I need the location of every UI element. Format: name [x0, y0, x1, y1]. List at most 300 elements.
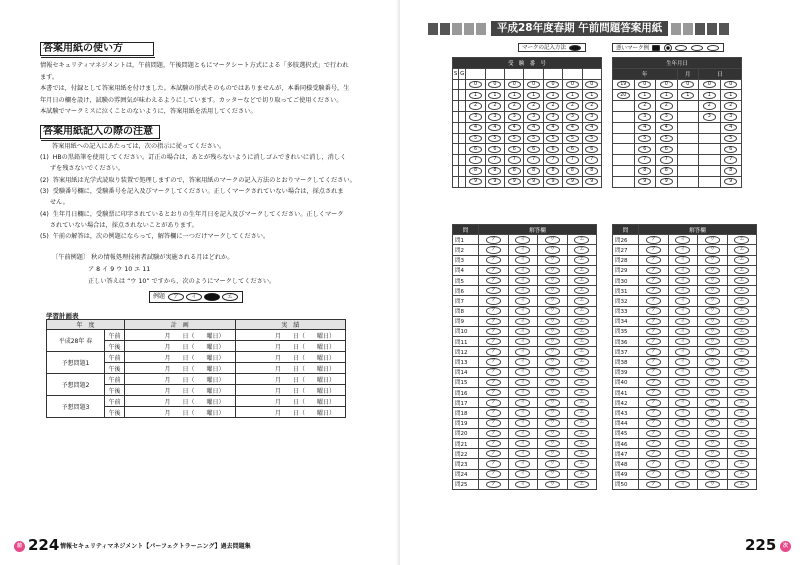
choice-bubble[interactable]: ウ	[545, 338, 560, 346]
choice-bubble[interactable]: ウ	[705, 348, 720, 356]
digit-bubble[interactable]: 3	[703, 113, 716, 121]
choice-bubble[interactable]: エ	[734, 481, 749, 489]
exam-input-cell[interactable]	[563, 68, 582, 79]
choice-bubble[interactable]: ア	[486, 481, 501, 489]
digit-bubble[interactable]: 3	[660, 113, 673, 121]
choice-bubble[interactable]: エ	[734, 287, 749, 295]
choice-bubble[interactable]: ア	[646, 267, 661, 275]
digit-bubble[interactable]: 4	[469, 124, 482, 132]
choice-bubble[interactable]: エ	[734, 460, 749, 468]
choice-bubble[interactable]: イ	[515, 460, 530, 468]
choice-bubble[interactable]: ウ	[705, 460, 720, 468]
choice-bubble[interactable]: イ	[515, 246, 530, 254]
choice-bubble[interactable]: エ	[574, 389, 589, 397]
choice-bubble[interactable]: イ	[515, 409, 530, 417]
choice-bubble[interactable]: ウ	[705, 419, 720, 427]
exam-input-cell[interactable]	[466, 68, 485, 79]
choice-bubble[interactable]: ア	[486, 379, 501, 387]
digit-bubble[interactable]: 7	[546, 156, 559, 164]
choice-bubble[interactable]: ウ	[705, 307, 720, 315]
digit-bubble[interactable]: 7	[638, 156, 651, 164]
choice-bubble[interactable]: イ	[675, 267, 690, 275]
plan-date-cell[interactable]: 月 日（ 曜日）	[125, 396, 236, 407]
digit-bubble[interactable]: 1	[585, 92, 598, 100]
choice-bubble[interactable]: イ	[675, 470, 690, 478]
digit-bubble[interactable]: 0	[469, 81, 482, 89]
digit-bubble[interactable]: 9	[469, 178, 482, 186]
choice-bubble[interactable]: イ	[675, 318, 690, 326]
choice-bubble[interactable]: ア	[486, 348, 501, 356]
choice-bubble[interactable]: ア	[486, 460, 501, 468]
choice-bubble[interactable]: エ	[734, 318, 749, 326]
digit-bubble[interactable]: 1	[724, 92, 737, 100]
choice-bubble[interactable]: イ	[675, 409, 690, 417]
choice-bubble[interactable]: エ	[734, 348, 749, 356]
choice-bubble[interactable]: エ	[574, 297, 589, 305]
choice-bubble[interactable]: ア	[486, 267, 501, 275]
choice-bubble[interactable]: ウ	[545, 419, 560, 427]
choice-bubble[interactable]: エ	[734, 338, 749, 346]
exam-input-cell[interactable]	[505, 68, 524, 79]
choice-bubble[interactable]: ア	[486, 318, 501, 326]
choice-bubble[interactable]: ア	[646, 368, 661, 376]
choice-bubble[interactable]: ア	[646, 358, 661, 366]
choice-bubble[interactable]: イ	[515, 236, 530, 244]
plan-date-cell[interactable]: 月 日（ 曜日）	[125, 407, 236, 418]
digit-bubble[interactable]: 7	[660, 156, 673, 164]
choice-bubble[interactable]: ア	[646, 256, 661, 264]
choice-bubble[interactable]: イ	[675, 399, 690, 407]
choice-bubble[interactable]: ア	[486, 470, 501, 478]
choice-bubble[interactable]: ウ	[545, 409, 560, 417]
choice-bubble[interactable]: イ	[515, 440, 530, 448]
digit-bubble[interactable]: 1	[566, 92, 579, 100]
result-date-cell[interactable]: 月 日（ 曜日）	[235, 363, 346, 374]
choice-bubble[interactable]: ウ	[705, 358, 720, 366]
digit-bubble[interactable]: 0	[585, 81, 598, 89]
choice-bubble[interactable]: エ	[574, 287, 589, 295]
digit-bubble[interactable]: 3	[488, 113, 501, 121]
choice-bubble[interactable]: ウ	[705, 297, 720, 305]
choice-bubble[interactable]: エ	[734, 256, 749, 264]
choice-bubble[interactable]: ア	[646, 419, 661, 427]
digit-bubble[interactable]: 5	[527, 135, 540, 143]
result-date-cell[interactable]: 月 日（ 曜日）	[235, 396, 346, 407]
plan-date-cell[interactable]: 月 日（ 曜日）	[125, 363, 236, 374]
choice-bubble[interactable]: ア	[486, 328, 501, 336]
choice-bubble[interactable]: ウ	[545, 287, 560, 295]
choice-bubble[interactable]: エ	[574, 399, 589, 407]
digit-bubble[interactable]: 1	[681, 92, 694, 100]
choice-bubble[interactable]: エ	[734, 430, 749, 438]
exam-input-cell[interactable]	[582, 68, 601, 79]
digit-bubble[interactable]: 5	[566, 135, 579, 143]
choice-bubble[interactable]: イ	[515, 328, 530, 336]
choice-bubble[interactable]: ア	[646, 440, 661, 448]
choice-bubble[interactable]: ア	[486, 277, 501, 285]
choice-bubble[interactable]: イ	[515, 389, 530, 397]
digit-bubble[interactable]: 0	[724, 81, 737, 89]
choice-bubble[interactable]: ア	[486, 399, 501, 407]
choice-bubble[interactable]: ウ	[705, 246, 720, 254]
digit-bubble[interactable]: 8	[585, 167, 598, 175]
digit-bubble[interactable]: 1	[469, 92, 482, 100]
choice-bubble[interactable]: エ	[734, 419, 749, 427]
choice-bubble[interactable]: エ	[574, 307, 589, 315]
choice-bubble[interactable]: エ	[734, 277, 749, 285]
choice-bubble[interactable]: エ	[574, 277, 589, 285]
choice-bubble[interactable]: イ	[515, 307, 530, 315]
choice-bubble[interactable]: イ	[515, 470, 530, 478]
digit-bubble[interactable]: 3	[638, 113, 651, 121]
digit-bubble[interactable]: 0	[681, 81, 694, 89]
digit-bubble[interactable]: 8	[660, 167, 673, 175]
digit-bubble[interactable]: 0	[527, 81, 540, 89]
digit-bubble[interactable]: 1	[546, 92, 559, 100]
plan-date-cell[interactable]: 月 日（ 曜日）	[125, 330, 236, 341]
choice-bubble[interactable]: ア	[486, 287, 501, 295]
choice-bubble[interactable]: ア	[486, 368, 501, 376]
digit-bubble[interactable]: 6	[660, 146, 673, 154]
choice-bubble[interactable]: エ	[734, 368, 749, 376]
choice-bubble[interactable]: エ	[734, 358, 749, 366]
choice-bubble[interactable]: ウ	[545, 348, 560, 356]
result-date-cell[interactable]: 月 日（ 曜日）	[235, 341, 346, 352]
choice-bubble[interactable]: ウ	[705, 399, 720, 407]
digit-bubble[interactable]: 1	[703, 92, 716, 100]
digit-bubble[interactable]: 7	[585, 156, 598, 164]
choice-bubble[interactable]: イ	[515, 338, 530, 346]
digit-bubble[interactable]: 0	[508, 81, 521, 89]
digit-bubble[interactable]: 9	[546, 178, 559, 186]
choice-bubble[interactable]: イ	[675, 450, 690, 458]
digit-bubble[interactable]: 2	[660, 102, 673, 110]
choice-bubble[interactable]: ウ	[545, 267, 560, 275]
choice-bubble[interactable]: ア	[646, 307, 661, 315]
digit-bubble[interactable]: 2	[546, 102, 559, 110]
digit-bubble[interactable]: 6	[566, 146, 579, 154]
digit-bubble[interactable]: 9	[585, 178, 598, 186]
choice-bubble[interactable]: エ	[574, 328, 589, 336]
choice-bubble[interactable]: イ	[515, 287, 530, 295]
digit-bubble[interactable]: 6	[638, 146, 651, 154]
choice-bubble[interactable]: イ	[675, 460, 690, 468]
digit-bubble[interactable]: 0	[566, 81, 579, 89]
digit-bubble[interactable]: 7	[488, 156, 501, 164]
digit-bubble[interactable]: 9	[527, 178, 540, 186]
choice-bubble[interactable]: ウ	[705, 389, 720, 397]
choice-bubble[interactable]: ウ	[545, 440, 560, 448]
choice-bubble[interactable]: ウ	[545, 297, 560, 305]
digit-bubble[interactable]: 5	[469, 135, 482, 143]
plan-date-cell[interactable]: 月 日（ 曜日）	[125, 352, 236, 363]
choice-bubble[interactable]: ア	[486, 440, 501, 448]
digit-bubble[interactable]: 9	[638, 178, 651, 186]
choice-bubble[interactable]: ウ	[705, 379, 720, 387]
choice-bubble[interactable]: エ	[734, 399, 749, 407]
choice-bubble[interactable]: ア	[486, 256, 501, 264]
digit-bubble[interactable]: 1	[638, 92, 651, 100]
digit-bubble[interactable]: 4	[527, 124, 540, 132]
choice-bubble[interactable]: エ	[734, 267, 749, 275]
result-date-cell[interactable]: 月 日（ 曜日）	[235, 407, 346, 418]
digit-bubble[interactable]: 9	[660, 178, 673, 186]
choice-bubble[interactable]: イ	[675, 307, 690, 315]
choice-bubble[interactable]: イ	[675, 358, 690, 366]
digit-bubble[interactable]: 9	[488, 178, 501, 186]
choice-bubble[interactable]: イ	[675, 430, 690, 438]
choice-bubble[interactable]: ア	[646, 399, 661, 407]
choice-bubble[interactable]: イ	[515, 348, 530, 356]
digit-bubble[interactable]: 4	[724, 124, 737, 132]
digit-bubble[interactable]: 0	[546, 81, 559, 89]
choice-bubble[interactable]: イ	[515, 399, 530, 407]
digit-bubble[interactable]: 3	[527, 113, 540, 121]
choice-bubble[interactable]: ア	[486, 358, 501, 366]
choice-bubble[interactable]: エ	[734, 297, 749, 305]
choice-bubble[interactable]: ウ	[705, 318, 720, 326]
digit-bubble[interactable]: 3	[469, 113, 482, 121]
choice-bubble[interactable]: ア	[486, 430, 501, 438]
digit-bubble[interactable]: 5	[660, 135, 673, 143]
choice-bubble[interactable]: ア	[486, 236, 501, 244]
digit-bubble[interactable]: 2	[638, 102, 651, 110]
digit-bubble[interactable]: 5	[585, 135, 598, 143]
digit-bubble[interactable]: 5	[638, 135, 651, 143]
digit-bubble[interactable]: 1	[527, 92, 540, 100]
choice-bubble[interactable]: イ	[675, 440, 690, 448]
choice-bubble[interactable]: ウ	[545, 450, 560, 458]
choice-bubble[interactable]: ウ	[545, 318, 560, 326]
choice-bubble[interactable]: ウ	[545, 256, 560, 264]
choice-bubble[interactable]: ア	[486, 389, 501, 397]
digit-bubble[interactable]: 4	[566, 124, 579, 132]
digit-bubble[interactable]: 2	[566, 102, 579, 110]
choice-bubble[interactable]: ア	[646, 246, 661, 254]
choice-bubble[interactable]: エ	[734, 246, 749, 254]
choice-bubble[interactable]: エ	[574, 430, 589, 438]
choice-bubble[interactable]: イ	[675, 277, 690, 285]
digit-bubble[interactable]: 6	[585, 146, 598, 154]
choice-bubble[interactable]: エ	[574, 318, 589, 326]
choice-bubble[interactable]: イ	[515, 379, 530, 387]
digit-bubble[interactable]: 9	[566, 178, 579, 186]
digit-bubble[interactable]: 0	[660, 81, 673, 89]
choice-bubble[interactable]: イ	[675, 368, 690, 376]
choice-bubble[interactable]: ウ	[705, 338, 720, 346]
digit-bubble[interactable]: 1	[660, 92, 673, 100]
choice-bubble[interactable]: イ	[515, 256, 530, 264]
choice-bubble[interactable]: ウ	[705, 409, 720, 417]
digit-bubble[interactable]: 2	[585, 102, 598, 110]
choice-bubble[interactable]: ウ	[705, 430, 720, 438]
choice-bubble[interactable]: ア	[646, 287, 661, 295]
digit-bubble[interactable]: 5	[546, 135, 559, 143]
digit-bubble[interactable]: 8	[469, 167, 482, 175]
choice-bubble[interactable]: イ	[675, 297, 690, 305]
choice-bubble[interactable]: エ	[574, 440, 589, 448]
choice-bubble[interactable]: ウ	[545, 389, 560, 397]
digit-bubble[interactable]: 8	[546, 167, 559, 175]
choice-bubble[interactable]: ウ	[545, 379, 560, 387]
choice-bubble[interactable]: イ	[675, 379, 690, 387]
choice-bubble[interactable]: イ	[515, 481, 530, 489]
choice-bubble[interactable]: ウ	[705, 256, 720, 264]
choice-bubble[interactable]: ウ	[705, 236, 720, 244]
choice-bubble[interactable]: ア	[486, 246, 501, 254]
choice-bubble[interactable]: イ	[515, 368, 530, 376]
choice-bubble[interactable]: ア	[646, 236, 661, 244]
choice-bubble[interactable]: ウ	[545, 481, 560, 489]
choice-bubble[interactable]: ウ	[545, 470, 560, 478]
choice-bubble[interactable]: ウ	[545, 307, 560, 315]
choice-bubble[interactable]: ウ	[705, 287, 720, 295]
choice-bubble[interactable]: ウ	[545, 328, 560, 336]
digit-bubble[interactable]: 6	[508, 146, 521, 154]
choice-bubble[interactable]: ア	[646, 318, 661, 326]
choice-bubble[interactable]: ウ	[705, 328, 720, 336]
choice-bubble[interactable]: エ	[734, 389, 749, 397]
choice-bubble[interactable]: ア	[646, 297, 661, 305]
digit-bubble[interactable]: 8	[488, 167, 501, 175]
digit-bubble[interactable]: 3	[724, 113, 737, 121]
digit-bubble[interactable]: 4	[638, 124, 651, 132]
choice-bubble[interactable]: エ	[574, 267, 589, 275]
result-date-cell[interactable]: 月 日（ 曜日）	[235, 374, 346, 385]
choice-bubble[interactable]: エ	[574, 419, 589, 427]
digit-bubble[interactable]: 2	[469, 102, 482, 110]
digit-bubble[interactable]: 2	[488, 102, 501, 110]
choice-bubble[interactable]: ウ	[705, 450, 720, 458]
choice-bubble[interactable]: エ	[574, 450, 589, 458]
choice-bubble[interactable]: エ	[574, 348, 589, 356]
choice-bubble[interactable]: エ	[574, 236, 589, 244]
choice-bubble[interactable]: エ	[574, 338, 589, 346]
choice-bubble[interactable]: イ	[515, 297, 530, 305]
choice-bubble[interactable]: イ	[515, 419, 530, 427]
choice-bubble[interactable]: ウ	[545, 277, 560, 285]
choice-bubble[interactable]: ア	[646, 338, 661, 346]
choice-bubble[interactable]: イ	[675, 246, 690, 254]
choice-bubble[interactable]: ア	[646, 481, 661, 489]
choice-bubble[interactable]: イ	[515, 430, 530, 438]
choice-bubble[interactable]: ウ	[545, 236, 560, 244]
digit-bubble[interactable]: 1	[488, 92, 501, 100]
digit-bubble[interactable]: 2	[703, 102, 716, 110]
digit-bubble[interactable]: 3	[566, 113, 579, 121]
result-date-cell[interactable]: 月 日（ 曜日）	[235, 385, 346, 396]
digit-bubble[interactable]: 3	[546, 113, 559, 121]
choice-bubble[interactable]: ウ	[545, 246, 560, 254]
digit-bubble[interactable]: 3	[585, 113, 598, 121]
choice-bubble[interactable]: ウ	[545, 430, 560, 438]
digit-bubble[interactable]: 6	[527, 146, 540, 154]
digit-bubble[interactable]: 9	[724, 178, 737, 186]
digit-bubble[interactable]: 7	[566, 156, 579, 164]
digit-bubble[interactable]: 8	[566, 167, 579, 175]
choice-bubble[interactable]: ウ	[545, 358, 560, 366]
digit-bubble[interactable]: 7	[469, 156, 482, 164]
plan-date-cell[interactable]: 月 日（ 曜日）	[125, 374, 236, 385]
choice-bubble[interactable]: ア	[486, 307, 501, 315]
choice-bubble[interactable]: エ	[574, 368, 589, 376]
choice-bubble[interactable]: ア	[646, 470, 661, 478]
choice-bubble[interactable]: ウ	[705, 267, 720, 275]
digit-bubble[interactable]: 2	[724, 102, 737, 110]
digit-bubble[interactable]: 8	[527, 167, 540, 175]
choice-bubble[interactable]: ウ	[705, 277, 720, 285]
result-date-cell[interactable]: 月 日（ 曜日）	[235, 330, 346, 341]
choice-bubble[interactable]: ア	[646, 409, 661, 417]
digit-bubble[interactable]: 4	[508, 124, 521, 132]
choice-bubble[interactable]: エ	[734, 440, 749, 448]
exam-input-cell[interactable]	[543, 68, 562, 79]
choice-bubble[interactable]: エ	[734, 409, 749, 417]
digit-bubble[interactable]: 7	[508, 156, 521, 164]
digit-bubble[interactable]: 2	[508, 102, 521, 110]
result-date-cell[interactable]: 月 日（ 曜日）	[235, 352, 346, 363]
choice-bubble[interactable]: ウ	[705, 368, 720, 376]
digit-bubble[interactable]: 0	[638, 81, 651, 89]
choice-bubble[interactable]: ア	[646, 277, 661, 285]
choice-bubble[interactable]: エ	[734, 379, 749, 387]
choice-bubble[interactable]: ア	[486, 419, 501, 427]
choice-bubble[interactable]: イ	[675, 287, 690, 295]
choice-bubble[interactable]: エ	[734, 470, 749, 478]
digit-bubble[interactable]: 4	[585, 124, 598, 132]
digit-bubble[interactable]: 6	[724, 146, 737, 154]
choice-bubble[interactable]: エ	[574, 409, 589, 417]
exam-input-cell[interactable]	[485, 68, 504, 79]
digit-bubble[interactable]: 4	[546, 124, 559, 132]
choice-bubble[interactable]: ア	[486, 338, 501, 346]
choice-bubble[interactable]: ウ	[705, 440, 720, 448]
choice-bubble[interactable]: エ	[574, 481, 589, 489]
plan-date-cell[interactable]: 月 日（ 曜日）	[125, 385, 236, 396]
choice-bubble[interactable]: イ	[675, 481, 690, 489]
choice-bubble[interactable]: ア	[646, 348, 661, 356]
digit-bubble[interactable]: 5	[488, 135, 501, 143]
choice-bubble[interactable]: エ	[574, 256, 589, 264]
choice-bubble[interactable]: イ	[515, 450, 530, 458]
digit-bubble[interactable]: 0	[488, 81, 501, 89]
choice-bubble[interactable]: エ	[574, 470, 589, 478]
digit-bubble[interactable]: 0	[703, 81, 716, 89]
choice-bubble[interactable]: エ	[574, 246, 589, 254]
digit-bubble[interactable]: 3	[508, 113, 521, 121]
choice-bubble[interactable]: ア	[646, 389, 661, 397]
choice-bubble[interactable]: ア	[646, 460, 661, 468]
choice-bubble[interactable]: イ	[515, 318, 530, 326]
digit-bubble[interactable]: 4	[660, 124, 673, 132]
choice-bubble[interactable]: ア	[486, 297, 501, 305]
digit-bubble[interactable]: 8	[508, 167, 521, 175]
choice-bubble[interactable]: エ	[734, 307, 749, 315]
digit-bubble[interactable]: 9	[508, 178, 521, 186]
choice-bubble[interactable]: ウ	[705, 481, 720, 489]
choice-bubble[interactable]: イ	[675, 348, 690, 356]
year-prefix-bubble[interactable]: 19	[617, 81, 630, 89]
choice-bubble[interactable]: エ	[574, 460, 589, 468]
choice-bubble[interactable]: ア	[646, 379, 661, 387]
digit-bubble[interactable]: 2	[527, 102, 540, 110]
digit-bubble[interactable]: 6	[546, 146, 559, 154]
choice-bubble[interactable]: ア	[486, 409, 501, 417]
choice-bubble[interactable]: エ	[734, 236, 749, 244]
choice-bubble[interactable]: ア	[646, 450, 661, 458]
digit-bubble[interactable]: 7	[724, 156, 737, 164]
plan-date-cell[interactable]: 月 日（ 曜日）	[125, 341, 236, 352]
